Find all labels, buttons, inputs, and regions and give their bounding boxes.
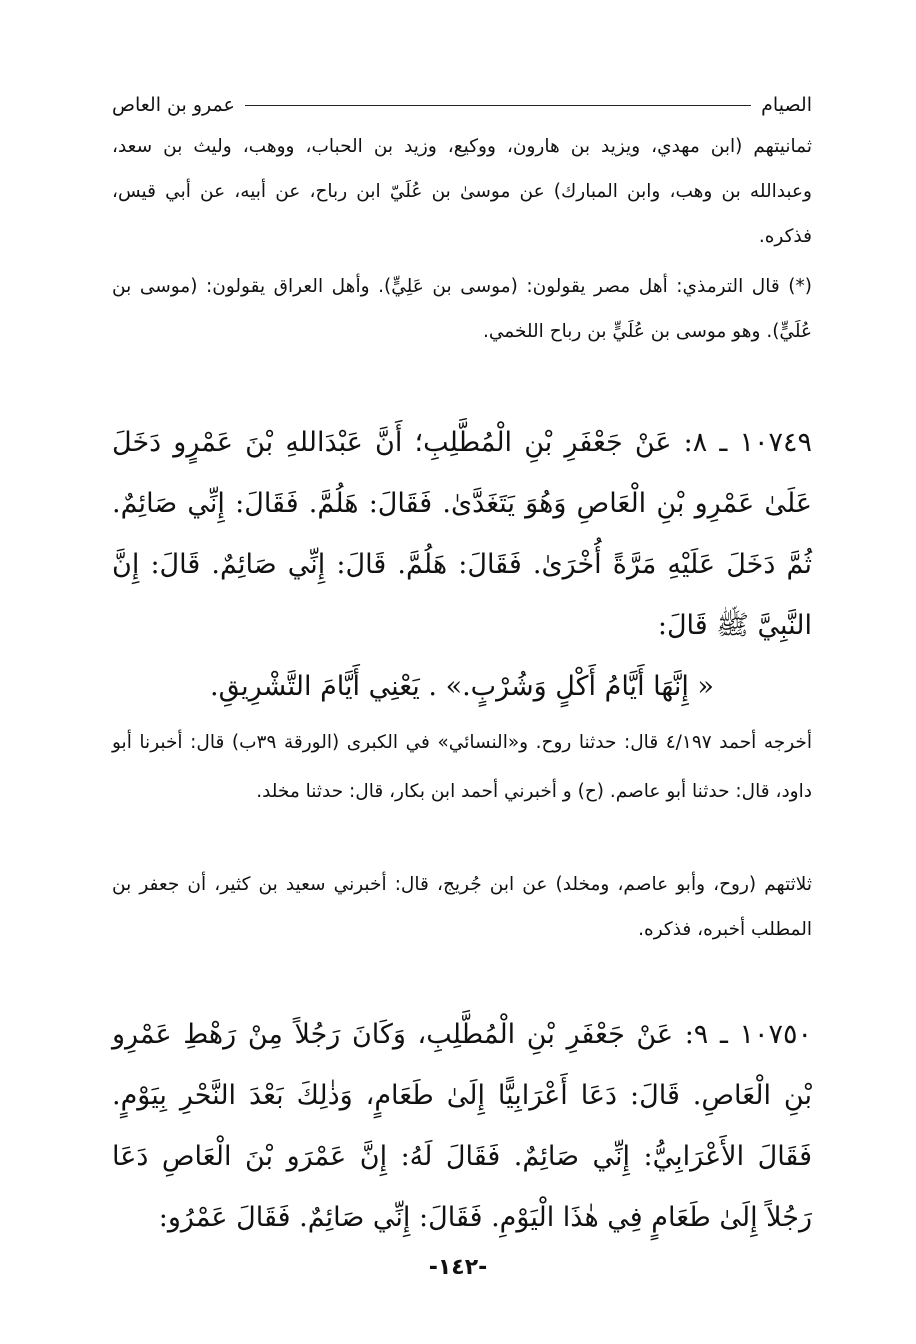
hadith-10749-text: ١٠٧٤٩ ـ ٨: عَنْ جَعْفَرِ بْنِ الْمُطَّلِبِ؛ أَنَّ عَبْدَاللهِ بْنَ عَمْرٍو دَخَلَ عَلَىٰ عَمْرِو بْنِ الْعَاصِ وَهُوَ يَتَغَدَّىٰ. فَقَالَ: هَلُمَّ. فَقَالَ: إِنِّي صَائِمٌ. ثُمَّ دَخَلَ عَلَيْهِ مَرَّةً أُخْرَىٰ. فَقَالَ: هَلُمَّ. قَالَ: إِنِّي صَائِمٌ. قَالَ: إِنَّ النَّبِيَّ ﷺ قَالَ: [112, 427, 812, 641]
header-section-title: عمرو بن العاص [112, 94, 235, 116]
running-header [112, 82, 812, 116]
narrators-paragraph: ثمانيتهم (ابن مهدي، ويزيد بن هارون، ووكيع، وزيد بن الحباب، ووهب، وليث بن سعد، وعبدالله بن وهب، وابن المبارك) عن موسىٰ بن عُلَيّ ابن رباح، عن أبيه، عن أبي قيس، فذكره. [112, 136, 812, 247]
page-number: -١٤٢- [428, 1255, 488, 1280]
header-chapter-title: الصيام [761, 94, 812, 116]
hadith-10750-text: ١٠٧٥٠ ـ ٩: عَنْ جَعْفَرِ بْنِ الْمُطَّلِبِ، وَكَانَ رَجُلاً مِنْ رَهْطِ عَمْرِو بْنِ الْعَاصِ. قَالَ: دَعَا أَعْرَابِيًّا إِلَىٰ طَعَامٍ، وَذٰلِكَ بَعْدَ النَّحْرِ بِيَوْمٍ. فَقَالَ الأَعْرَابِيُّ: إِنِّي صَائِمٌ. فَقَالَ لَهُ: إِنَّ عَمْرَو بْنَ الْعَاصِ دَعَا رَجُلاً إِلَىٰ طَعَامٍ فِي هٰذَا الْيَوْمِ. فَقَالَ: إِنِّي صَائِمٌ. فَقَالَ عَمْرُو: [112, 1019, 812, 1233]
chain-paragraph: ثلاثتهم (روح، وأبو عاصم، ومخلد) عن ابن جُريج، قال: أخبرني سعيد بن كثير، أن جعفر بن المطلب أخبره، فذكره. [112, 874, 812, 940]
tirmidhi-note: (*) قال الترمذي: أهل مصر يقولون: (موسى بن عَلِيٍّ). وأهل العراق يقولون: (موسى بن عُلَيٍّ). وهو موسى بن عُلَيٍّ بن رباح اللخمي. [112, 276, 812, 342]
hadith-10749-quote: « إِنَّهَا أَيَّامُ أَكْلٍ وَشُرْبٍ.» . يَعْنِي أَيَّامَ التَّشْرِيقِ. [210, 671, 714, 702]
takhrij-paragraph: أخرجه أحمد ٤/١٩٧ قال: حدثنا روح. و«النسائي» في الكبرى (الورقة ٣٩ب) قال: أخبرنا أبو داود، قال: حدثنا أبو عاصم. (ح) و أخبرني أحمد ابن بكار، قال: حدثنا مخلد. [112, 732, 812, 802]
header-rule [245, 105, 751, 106]
